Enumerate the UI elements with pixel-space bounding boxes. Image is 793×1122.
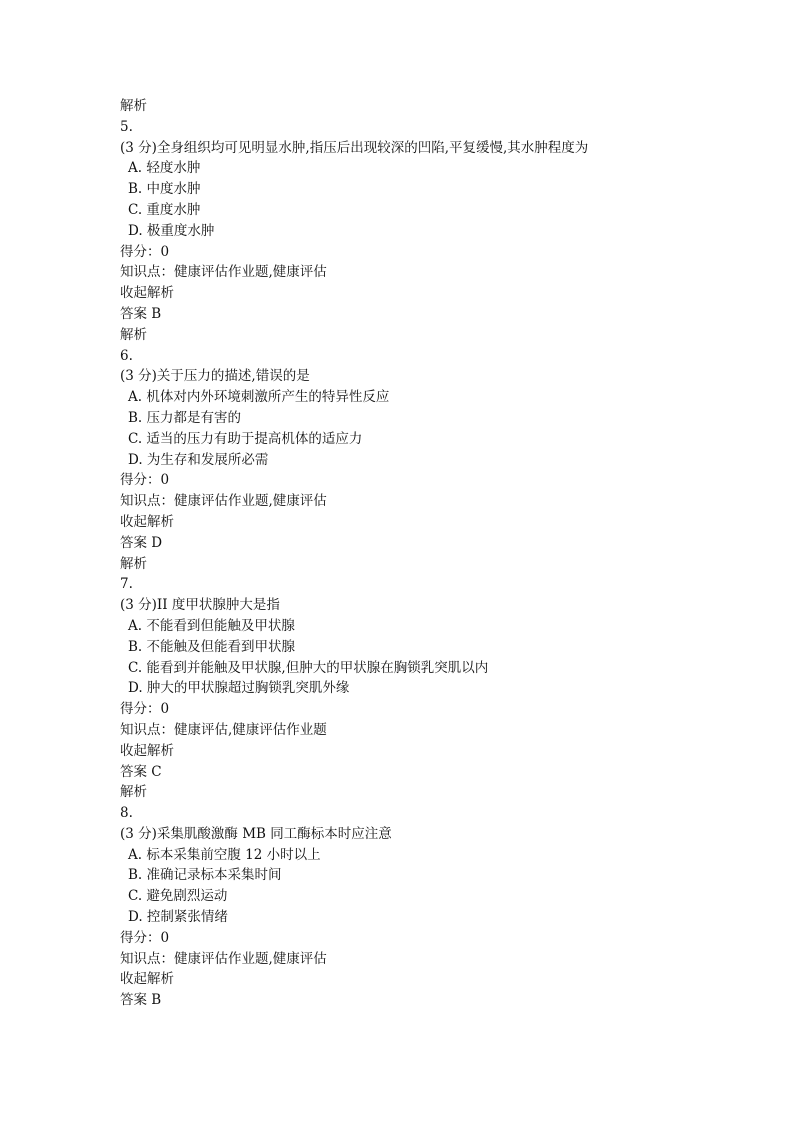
score-text: 得分：0 bbox=[120, 929, 170, 946]
question-stem: (3 分)全身组织均可见明显水肿,指压后出现较深的凹陷,平复缓慢,其水肿程度为 bbox=[120, 139, 589, 156]
question-block bbox=[120, 803, 720, 1011]
option-a: A. 标本采集前空腹 12 小时以上 bbox=[128, 846, 321, 863]
question-stem: (3 分)采集肌酸激酶 MB 同工酶标本时应注意 bbox=[120, 825, 392, 842]
option-d: D. 肿大的甲状腺超过胸锁乳突肌外缘 bbox=[128, 680, 350, 697]
knowledge-point: 知识点：健康评估作业题,健康评估 bbox=[120, 264, 327, 281]
option-c: C. 避免剧烈运动 bbox=[128, 888, 228, 905]
score-text: 得分：0 bbox=[120, 701, 170, 718]
question-block bbox=[120, 346, 720, 575]
question-number: 5. bbox=[120, 118, 133, 135]
answer-text: 答案 D bbox=[120, 534, 163, 551]
knowledge-point: 知识点：健康评估作业题,健康评估 bbox=[120, 950, 327, 967]
knowledge-point: 知识点：健康评估,健康评估作业题 bbox=[120, 721, 327, 738]
option-d: D. 为生存和发展所必需 bbox=[128, 451, 269, 468]
question-stem: (3 分)II 度甲状腺肿大是指 bbox=[120, 597, 280, 614]
option-b: B. 不能触及但能看到甲状腺 bbox=[128, 638, 296, 655]
option-a: A. 不能看到但能触及甲状腺 bbox=[128, 617, 295, 634]
option-b: B. 中度水肿 bbox=[128, 181, 201, 198]
analysis-label: 解析 bbox=[120, 98, 147, 114]
analysis-label: 解析 bbox=[120, 784, 147, 801]
analysis-label: 解析 bbox=[120, 326, 147, 343]
collapse-analysis-link[interactable]: 收起解析 bbox=[120, 971, 174, 988]
collapse-analysis-link[interactable]: 收起解析 bbox=[120, 285, 174, 302]
document-page bbox=[120, 96, 720, 1011]
option-b: B. 准确记录标本采集时间 bbox=[128, 867, 282, 884]
question-block bbox=[120, 117, 720, 346]
knowledge-point: 知识点：健康评估作业题,健康评估 bbox=[120, 493, 327, 510]
collapse-analysis-link[interactable]: 收起解析 bbox=[120, 513, 174, 530]
question-number: 6. bbox=[120, 347, 133, 364]
answer-text: 答案 B bbox=[120, 992, 162, 1009]
question-number: 8. bbox=[120, 805, 133, 822]
option-c: C. 能看到并能触及甲状腺,但肿大的甲状腺在胸锁乳突肌以内 bbox=[128, 659, 489, 676]
question-stem: (3 分)关于压力的描述,错误的是 bbox=[120, 368, 310, 385]
question-block bbox=[120, 574, 720, 803]
option-c: C. 适当的压力有助于提高机体的适应力 bbox=[128, 430, 363, 447]
collapse-analysis-link[interactable]: 收起解析 bbox=[120, 742, 174, 759]
answer-text: 答案 C bbox=[120, 763, 162, 780]
score-text: 得分：0 bbox=[120, 243, 170, 260]
option-a: A. 机体对内外环境刺激所产生的特异性反应 bbox=[128, 389, 390, 406]
option-d: D. 极重度水肿 bbox=[128, 222, 215, 239]
score-text: 得分：0 bbox=[120, 472, 170, 489]
option-b: B. 压力都是有害的 bbox=[128, 409, 242, 426]
analysis-label: 解析 bbox=[120, 555, 147, 572]
option-a: A. 轻度水肿 bbox=[128, 160, 201, 177]
option-c: C. 重度水肿 bbox=[128, 201, 201, 218]
question-number: 7. bbox=[120, 576, 133, 593]
answer-text: 答案 B bbox=[120, 305, 162, 322]
option-d: D. 控制紧张情绪 bbox=[128, 909, 228, 926]
